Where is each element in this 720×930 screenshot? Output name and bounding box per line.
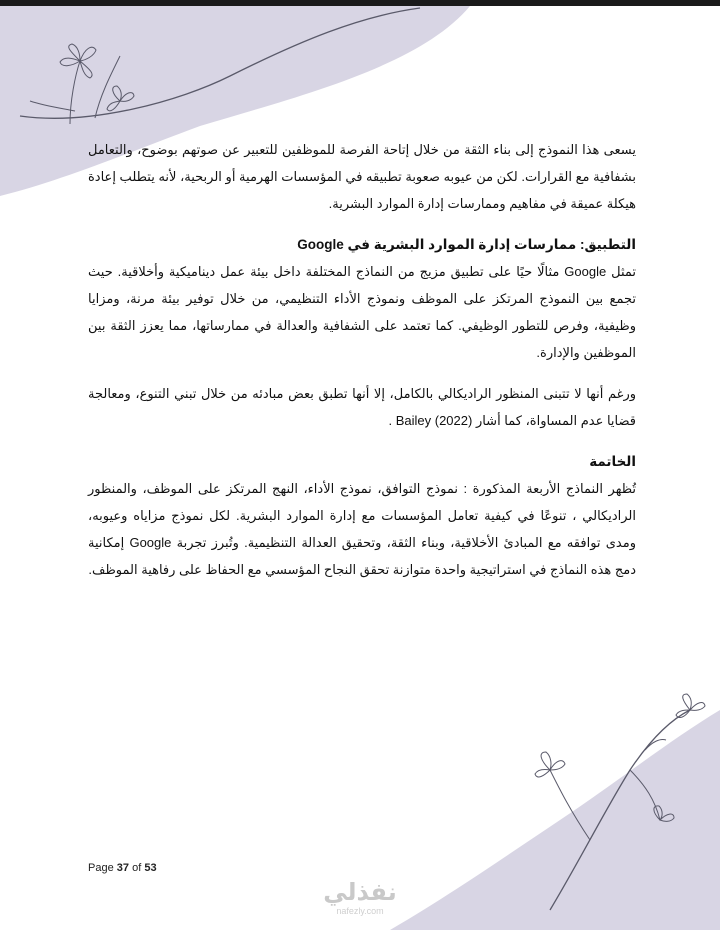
paragraph-conclusion: تُظهر النماذج الأربعة المذكورة : نموذج التوافق، نموذج الأداء، النهج المرتكز على الموظف، والمنظور الراديكالي ، تنوعًا في كيفية تعامل المؤسسات مع إدارة الموارد البشرية. لكل نموذج مزاياه وعيوبه، ومدى توافقه مع المبادئ الأخلاقية، وبناء الثقة، وتحقيق العدالة التنظيمية. وتُبرز تجربة Google إمكانية دمج هذه النماذج في استراتيجية واحدة متوازنة تحقق النجاح المؤسسي مع الحفاظ على رفاهية الموظف. xyxy=(88,481,636,577)
heading-conclusion: الخاتمة xyxy=(589,454,636,469)
paragraph-radical-perspective: ورغم أنها لا تتبنى المنظور الراديكالي بالكامل، إلا أنها تطبق بعض مبادئه من خلال تبني التنوع، ومعالجة قضايا عدم المساواة، كما أشار Bailey (2022) . xyxy=(88,386,636,428)
flower-icon xyxy=(535,752,565,777)
watermark-url: nafezly.com xyxy=(336,906,384,916)
lavender-blob-bottom xyxy=(390,710,720,930)
page-word: Page xyxy=(88,862,114,874)
paragraph-google-practices: تمثل Google مثالًا حيًا على تطبيق مزيج من النماذج المختلفة داخل بيئة عمل ديناميكية وأخلاقية. حيث تجمع بين النموذج المرتكز على الموظف ونموذج الأداء التنظيمي، من خلال توفير بيئة مرنة، ومزايا وظيفية، وفرص للتطور الوظيفي. كما تعتمد على الشفافية والعدالة في ممارساتها، مما يعزز الثقة بين الموظفين والإدارة. xyxy=(88,264,637,360)
floral-decoration-bottom xyxy=(390,690,720,930)
paragraph-model-trust: يسعى هذا النموذج إلى بناء الثقة من خلال إتاحة الفرصة للموظفين للتعبير عن صوتهم بوضوح، والتعامل بشفافية مع القرارات. لكن من عيوبه صعوبة تطبيقه في المؤسسات الهرمية أو الربحية، لأنه يتطلب إعادة هيكلة عميقة في مفاهيم وممارسات إدارة الموارد البشرية. xyxy=(88,142,636,211)
page-number xyxy=(88,862,157,874)
current-page-number: 37 xyxy=(116,862,130,874)
heading-google-application: التطبيق: ممارسات إدارة الموارد البشرية في Google xyxy=(297,237,636,252)
of-word: of xyxy=(132,862,142,874)
page-body xyxy=(88,136,636,583)
watermark-arabic: نفذلي xyxy=(323,879,397,906)
total-pages-number: 53 xyxy=(144,862,157,874)
site-watermark xyxy=(315,880,405,916)
flower-icon xyxy=(676,694,705,717)
